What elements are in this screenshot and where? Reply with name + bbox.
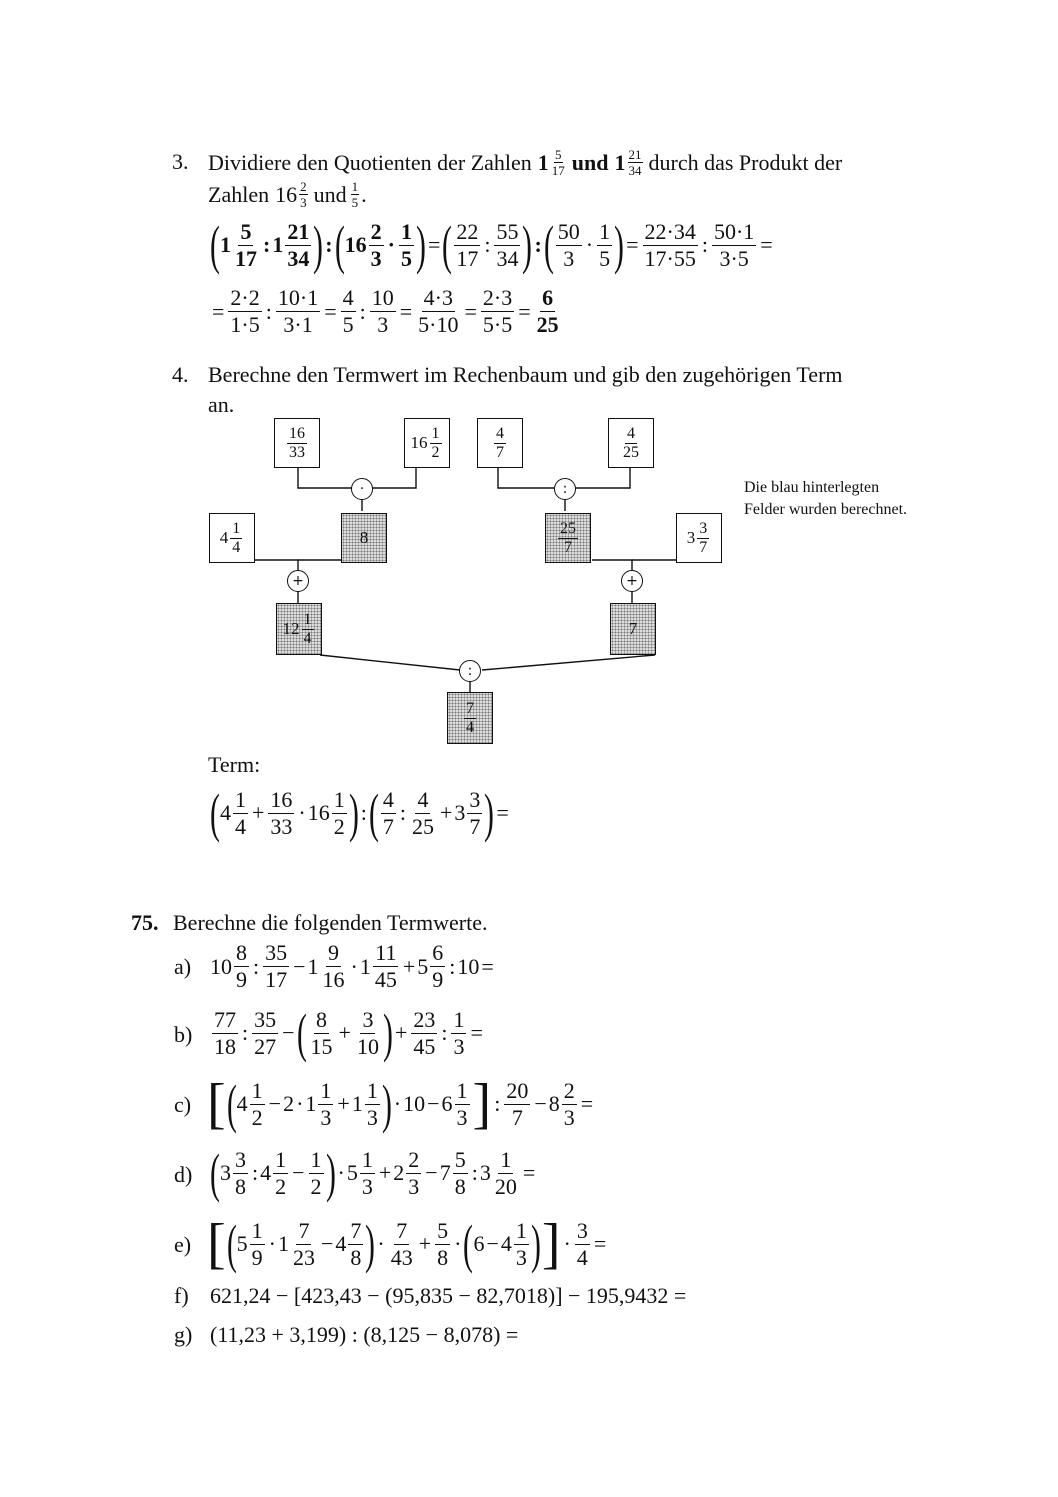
tree-box-top-left-a: 16 33 (274, 418, 320, 468)
task75-expression-f: 621,24 − [423,43 − (95,835 − 82,7018)] − 195,9432 = (210, 1283, 687, 1308)
task75-label-d: d) (174, 1162, 193, 1187)
mixed-number: 1 (614, 149, 626, 175)
plus-operator-icon: + (287, 570, 309, 592)
tree-note-line2: Felder wurden berechnet. (744, 501, 908, 518)
multiply-operator-icon: · (351, 478, 373, 500)
task75-expression-b: 77 18 : 35 27 − ( 8 15 + $\frac{3}{10}$ ) + $\frac{23}{45}$ : $\frac{1}{3}$ = (214, 1003, 483, 1063)
task3-solution-line1: ( 1 5 17 : 1 21 34 ) : ( 16 2 3 · 1 5 ) = ( 22 17 : 55 34 ) : ( 50 3 · 1 5 ) = $\frac{22\cdot 34}{17\cdot 55}$ : $\frac{50\cdot 1}{3\cdot 5}$ = (210, 215, 773, 275)
task3-solution-line2: = $\frac{2\cdot 2}{1\cdot 5}$ : $\frac{10\cdot 1}{3\cdot 1}$ = $\frac{4}{5}$ : $\frac{10}{3}$ = $\frac{4\cdot 3}{5\cdot 10}$ = $\frac{2\cdot 3}{5\cdot 5}$ = $\frac{6}{25}$ (212, 285, 559, 337)
tree-box-result-calculated: 7 4 (447, 692, 493, 744)
fraction: 5 17 (551, 147, 565, 178)
term-label: Term: (208, 752, 261, 777)
task3-prompt-text: Zahlen (208, 181, 270, 207)
task75-label-f: f) (174, 1283, 189, 1308)
divide-operator-icon: : (459, 660, 481, 682)
mixed-number: 16 (275, 181, 298, 207)
task75-number: 75. (131, 910, 159, 935)
task75-expression-c: [ ( 4 1 2 − 2 · 1 1 3 + 1 $\frac{1}{3}$ ) · 10 − 6 $\frac{1}{3}$ ] : 20 7 − 8 $\frac{2}{3}$ = (207, 1073, 594, 1135)
task75-expression-a: 10 8 9 : 35 17 − 1 $\frac{9}{16}$ · 1 11 45 + 5 $\frac{6}{9}$ : 10 = (210, 940, 494, 992)
fraction: 1 5 (351, 179, 359, 210)
tree-box-side-left: 4 1 4 (209, 513, 255, 563)
task3-number: 3. (172, 149, 189, 174)
task75-expression-e: [ ( 5 1 9 · 1 7 23 − 4 $\frac{7}{8}$ ) · 7 43 + $\frac{5}{8}$ · ( 6 − 4 $\frac{1}{3}$ ) ] · $\frac{3}{4}$ = (207, 1213, 607, 1275)
task4-prompt-line1: Berechne den Termwert im Rechenbaum und gib den zugehörigen Term (208, 362, 843, 387)
task75-label-c: c) (174, 1092, 192, 1117)
fraction: 2 3 (300, 179, 307, 210)
task4-prompt-line2: an. (208, 392, 235, 417)
tree-box-mid-left-calculated: 8 (341, 513, 387, 563)
task75-label-e: e) (174, 1232, 192, 1257)
tree-box-side-right: 3 3 7 (676, 513, 722, 563)
tree-box-low-left-calculated: 12 1 4 (276, 603, 322, 655)
task3-prompt-line2: Zahlen 16 2 3 und 1 5 . (208, 179, 367, 210)
task4-number: 4. (172, 362, 189, 387)
task75-label-a: a) (174, 954, 192, 979)
task3-prompt-text: durch das Produkt der (648, 149, 843, 175)
task75-prompt: Berechne die folgenden Termwerte. (173, 910, 488, 935)
fraction: 21 34 (628, 147, 642, 178)
term-expression: ( 4 1 4 + $\frac{16}{33}$ · 16 1 2 ) : ( 4 7 : 4 25 + 3 $\frac{3}{7}$ ) = (210, 783, 509, 843)
mixed-number: 1 (537, 149, 549, 175)
tree-box-top-left-b: 16 1 2 (404, 418, 450, 468)
task3-prompt-text: und (313, 181, 347, 207)
task3-prompt-text: Dividiere den Quotienten der Zahlen (208, 149, 532, 175)
task75-label-g: g) (174, 1322, 193, 1347)
task75-expression-g: (11,23 + 3,199) : (8,125 − 8,078) = (210, 1322, 519, 1347)
tree-note-line1: Die blau hinterlegten (744, 479, 880, 496)
plus-operator-icon: + (621, 570, 643, 592)
task75-label-b: b) (174, 1022, 193, 1047)
tree-box-mid-right-calculated: 25 7 (545, 513, 591, 563)
tree-box-top-right-a: 4 7 (477, 418, 523, 468)
divide-operator-icon: : (554, 478, 576, 500)
task3-prompt-text: und (571, 149, 609, 175)
tree-box-low-right-calculated: 7 (610, 603, 656, 655)
task75-expression-d: ( 3 3 8 : 4 1 2 − $\frac{1}{2}$ ) · 5 1 3 + 2 $\frac{2}{3}$ − 7 $\frac{5}{8}$ : 3 $\frac{1}{20}$ = (210, 1143, 536, 1203)
tree-box-top-right-b: 4 25 (608, 418, 654, 468)
